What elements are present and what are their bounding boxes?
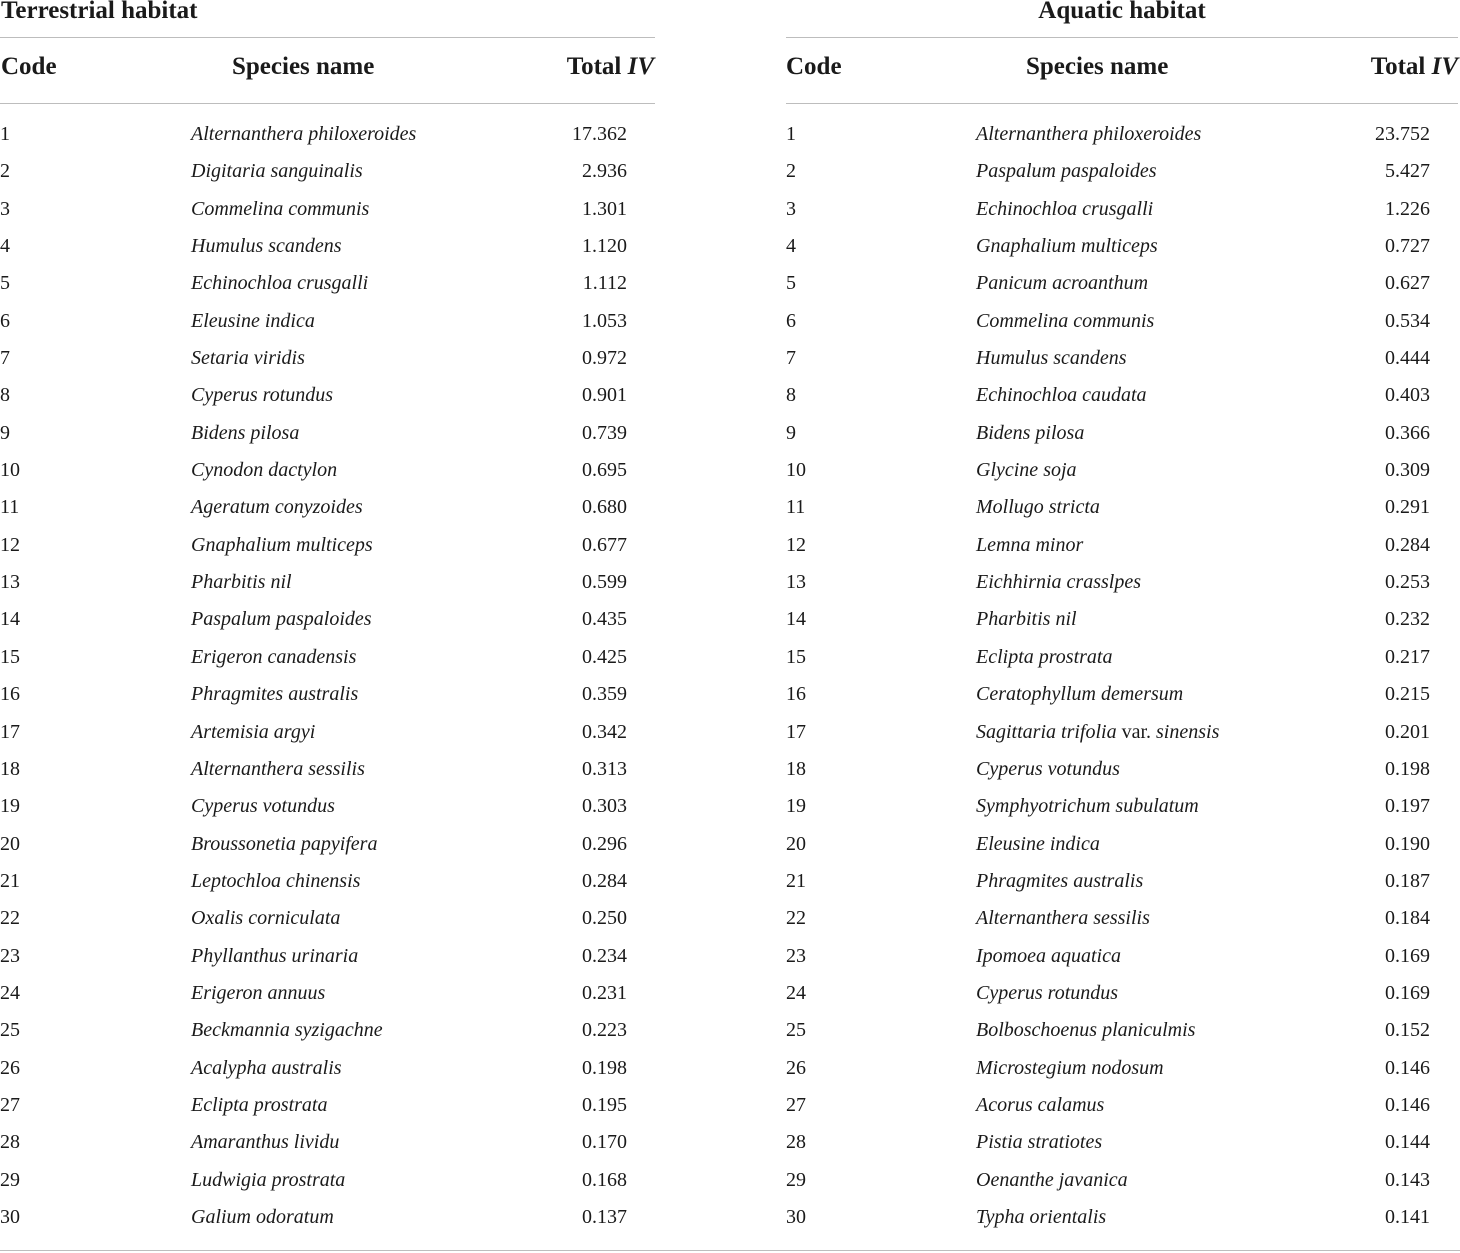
row-species-name: Alternanthera philoxeroides (191, 123, 417, 145)
row-total-iv: 0.253 (1385, 571, 1430, 594)
row-species-name: Symphyotrichum subulatum (976, 795, 1199, 818)
row-code: 26 (0, 1056, 20, 1079)
row-total-iv: 17.362 (572, 123, 627, 145)
row-total-iv: 0.425 (582, 645, 627, 668)
row-total-iv: 2.936 (582, 160, 627, 183)
table-row (0, 378, 655, 415)
row-total-iv: 0.143 (1385, 1168, 1430, 1191)
row-code: 9 (786, 421, 796, 444)
table-row (0, 117, 655, 154)
table-row (0, 1200, 655, 1237)
row-code: 7 (0, 347, 10, 370)
row-code: 8 (786, 384, 796, 407)
row-species-name: Typha orientalis (976, 1205, 1107, 1228)
row-total-iv: 0.403 (1385, 384, 1430, 407)
table-row (0, 677, 655, 714)
table-row (786, 229, 1458, 266)
table-row (786, 378, 1458, 415)
table-row (0, 864, 655, 901)
table-row (0, 827, 655, 864)
row-code: 15 (786, 645, 806, 668)
table-row (786, 304, 1458, 341)
row-total-iv: 0.198 (582, 1056, 627, 1079)
row-total-iv: 0.152 (1385, 1019, 1430, 1042)
row-species-name: Gnaphalium multiceps (191, 533, 373, 556)
row-species-name: Commelina communis (191, 197, 370, 220)
row-total-iv: 1.112 (582, 272, 627, 295)
column-header-total-iv (567, 53, 654, 81)
row-code: 5 (0, 272, 10, 295)
row-species-name: Gnaphalium multiceps (976, 235, 1158, 258)
row-code: 23 (0, 944, 20, 967)
total-iv-prefix: Total (1370, 53, 1432, 80)
total-iv-italic: IV (627, 53, 654, 80)
row-code: 19 (786, 795, 806, 818)
row-code: 19 (0, 795, 20, 818)
table-row (786, 640, 1458, 677)
row-total-iv: 0.727 (1385, 235, 1430, 258)
row-total-iv: 0.680 (582, 496, 627, 519)
row-species-name: Eclipta prostrata (976, 645, 1113, 668)
row-code: 13 (0, 571, 20, 594)
row-species-name: Setaria viridis (191, 347, 305, 370)
row-species-name: Humulus scandens (976, 347, 1127, 370)
row-species-name: Amaranthus lividu (191, 1131, 340, 1154)
row-total-iv: 0.187 (1385, 869, 1430, 892)
terrestrial-title: Terrestrial habitat (1, 0, 198, 24)
row-code: 26 (786, 1056, 806, 1079)
header-top-rule (786, 37, 1458, 38)
row-species-name: Alternanthera philoxeroides (976, 123, 1202, 145)
table-row (0, 1163, 655, 1200)
table-row (786, 154, 1458, 191)
table-row (0, 939, 655, 976)
row-total-iv: 0.901 (582, 384, 627, 407)
row-species-name: Humulus scandens (191, 235, 342, 258)
row-code: 21 (786, 869, 806, 892)
table-row (0, 565, 655, 602)
row-total-iv: 0.366 (1385, 421, 1430, 444)
row-species-name: Eichhirnia crasslpes (976, 571, 1141, 594)
row-code: 7 (786, 347, 796, 370)
row-code: 11 (0, 496, 20, 519)
table-row (786, 976, 1458, 1013)
table-row (786, 827, 1458, 864)
column-header-species-name: Species name (1026, 53, 1169, 80)
row-total-iv: 0.141 (1385, 1205, 1430, 1228)
row-total-iv: 23.752 (1375, 123, 1430, 145)
header-top-rule (0, 37, 655, 38)
row-total-iv: 0.144 (1385, 1131, 1430, 1154)
table-row (0, 229, 655, 266)
table-row (786, 1163, 1458, 1200)
row-species-name: Oenanthe javanica (976, 1168, 1128, 1191)
row-code: 2 (0, 160, 10, 183)
row-code: 30 (0, 1205, 20, 1228)
row-code: 2 (786, 160, 796, 183)
row-code: 22 (786, 907, 806, 930)
row-code: 13 (786, 571, 806, 594)
row-total-iv: 0.169 (1385, 981, 1430, 1004)
table-row (786, 528, 1458, 565)
row-total-iv: 0.284 (582, 869, 627, 892)
row-total-iv: 0.435 (582, 608, 627, 631)
row-total-iv: 0.195 (582, 1093, 627, 1116)
row-species-name: Phragmites australis (976, 869, 1144, 892)
row-species-name: Acorus calamus (976, 1093, 1105, 1116)
row-total-iv: 0.198 (1385, 757, 1430, 780)
row-species-name: Bidens pilosa (191, 421, 300, 444)
table-row (0, 453, 655, 490)
row-species-name: Bidens pilosa (976, 421, 1085, 444)
row-species-name: Cyperus rotundus (191, 384, 334, 407)
row-species-name: Ceratophyllum demersum (976, 683, 1184, 706)
row-species-name: Echinochloa caudata (976, 384, 1147, 407)
column-header-code: Code (786, 53, 842, 80)
row-total-iv: 1.120 (582, 235, 627, 258)
table-row (0, 266, 655, 303)
table-row (0, 752, 655, 789)
table-row (786, 416, 1458, 453)
row-code: 17 (786, 720, 806, 743)
row-code: 29 (786, 1168, 806, 1191)
row-total-iv: 0.250 (582, 907, 627, 930)
row-species-name: Artemisia argyi (191, 720, 316, 743)
table-row (0, 1051, 655, 1088)
row-species-name: Digitaria sanguinalis (191, 160, 363, 183)
row-code: 10 (786, 459, 806, 482)
row-species-name: Phyllanthus urinaria (191, 944, 359, 967)
row-species-name: Lemna minor (976, 533, 1084, 556)
row-code: 21 (0, 869, 20, 892)
total-iv-italic: IV (1431, 53, 1458, 80)
table-row (786, 752, 1458, 789)
row-total-iv: 0.232 (1385, 608, 1430, 631)
row-total-iv: 0.534 (1385, 309, 1430, 332)
row-total-iv: 0.217 (1385, 645, 1430, 668)
row-total-iv: 0.170 (582, 1131, 627, 1154)
row-code: 6 (0, 309, 10, 332)
table-row (0, 416, 655, 453)
row-species-name: Ageratum conyzoides (191, 496, 363, 519)
row-species-name: Commelina communis (976, 309, 1155, 332)
row-code: 6 (786, 309, 796, 332)
row-species-name: Galium odoratum (191, 1205, 334, 1228)
row-code: 27 (0, 1093, 20, 1116)
row-code: 17 (0, 720, 20, 743)
table-row (786, 1051, 1458, 1088)
row-species-name: Cyperus rotundus (976, 981, 1119, 1004)
row-total-iv: 0.184 (1385, 907, 1430, 930)
row-code: 16 (786, 683, 806, 706)
table-row (0, 1125, 655, 1162)
row-code: 9 (0, 421, 10, 444)
table-row (0, 1013, 655, 1050)
table-row (0, 154, 655, 191)
column-header-total-iv (1371, 53, 1458, 81)
row-code: 16 (0, 683, 20, 706)
row-code: 3 (786, 197, 796, 220)
table-row (0, 192, 655, 229)
table-row (786, 864, 1458, 901)
header-bottom-rule (786, 103, 1458, 104)
row-total-iv: 0.677 (582, 533, 627, 556)
table-row (0, 640, 655, 677)
row-code: 25 (0, 1019, 20, 1042)
row-species-name: Paspalum paspaloides (976, 160, 1157, 183)
row-species-name (976, 721, 1219, 744)
row-species-name: Oxalis corniculata (191, 907, 341, 930)
row-species-name: Acalypha australis (191, 1056, 342, 1079)
table-row (786, 1125, 1458, 1162)
row-species-name: Pistia stratiotes (976, 1131, 1103, 1154)
row-code: 8 (0, 384, 10, 407)
row-total-iv: 0.309 (1385, 459, 1430, 482)
row-code: 1 (786, 123, 796, 145)
row-species-name: Cynodon dactylon (191, 459, 338, 482)
row-code: 28 (786, 1131, 806, 1154)
terrestrial-rows (0, 117, 655, 1237)
column-header-species-name: Species name (232, 53, 375, 80)
column-header-code: Code (1, 53, 57, 80)
row-total-iv: 5.427 (1385, 160, 1430, 183)
table-row (0, 901, 655, 938)
row-total-iv: 0.695 (582, 459, 627, 482)
row-code: 5 (786, 272, 796, 295)
row-species-name: Pharbitis nil (976, 608, 1077, 631)
row-total-iv: 0.599 (582, 571, 627, 594)
species-binomial: Sagittaria trifolia (976, 720, 1117, 743)
row-total-iv: 0.739 (582, 421, 627, 444)
row-code: 20 (786, 832, 806, 855)
table-row (786, 341, 1458, 378)
row-total-iv: 0.234 (582, 944, 627, 967)
table-row (786, 602, 1458, 639)
table-row (0, 715, 655, 752)
row-code: 29 (0, 1168, 20, 1191)
table-row (0, 490, 655, 527)
row-species-name: Leptochloa chinensis (191, 869, 361, 892)
table-row (786, 1088, 1458, 1125)
row-total-iv: 0.223 (582, 1019, 627, 1042)
row-code: 28 (0, 1131, 20, 1154)
row-total-iv: 0.190 (1385, 832, 1430, 855)
table-row (0, 304, 655, 341)
row-code: 4 (0, 235, 10, 258)
table-row (786, 1013, 1458, 1050)
table-row (786, 677, 1458, 714)
row-species-name: Echinochloa crusgalli (976, 197, 1154, 220)
row-code: 15 (0, 645, 20, 668)
row-species-name: Eleusine indica (976, 832, 1100, 855)
row-species-name: Ipomoea aquatica (976, 944, 1121, 967)
row-total-iv: 0.197 (1385, 795, 1430, 818)
row-species-name: Beckmannia syzigachne (191, 1019, 383, 1042)
row-total-iv: 0.146 (1385, 1056, 1430, 1079)
row-total-iv: 0.201 (1385, 720, 1430, 743)
row-total-iv: 0.296 (582, 832, 627, 855)
row-code: 25 (786, 1019, 806, 1042)
table-row (0, 528, 655, 565)
row-species-name: Erigeron annuus (191, 981, 326, 1004)
table-row (0, 789, 655, 826)
row-total-iv: 0.231 (582, 981, 627, 1004)
table-row (786, 901, 1458, 938)
row-total-iv: 0.146 (1385, 1093, 1430, 1116)
header-bottom-rule (0, 103, 655, 104)
table-row (0, 602, 655, 639)
table-row (786, 266, 1458, 303)
row-species-name: Microstegium nodosum (976, 1056, 1164, 1079)
row-total-iv: 0.303 (582, 795, 627, 818)
row-species-name: Broussonetia papyifera (191, 832, 378, 855)
row-species-name: Alternanthera sessilis (976, 907, 1150, 930)
row-code: 18 (0, 757, 20, 780)
row-code: 27 (786, 1093, 806, 1116)
row-code: 11 (786, 496, 806, 519)
row-species-name: Ludwigia prostrata (191, 1168, 346, 1191)
row-total-iv: 0.342 (582, 720, 627, 743)
table-row (786, 117, 1458, 154)
row-total-iv: 0.168 (582, 1168, 627, 1191)
aquatic-title: Aquatic habitat (1038, 0, 1206, 24)
row-total-iv: 0.313 (582, 757, 627, 780)
table-row (786, 453, 1458, 490)
row-total-iv: 0.291 (1385, 496, 1430, 519)
row-total-iv: 0.972 (582, 347, 627, 370)
table-row (786, 939, 1458, 976)
row-total-iv: 1.226 (1385, 197, 1430, 220)
table-row (0, 976, 655, 1013)
row-code: 14 (0, 608, 20, 631)
table-row (786, 789, 1458, 826)
row-code: 1 (0, 123, 10, 145)
row-code: 12 (786, 533, 806, 556)
row-species-name: Cyperus votundus (976, 757, 1120, 780)
row-code: 4 (786, 235, 796, 258)
table-row (786, 565, 1458, 602)
row-code: 10 (0, 459, 20, 482)
table-row (786, 1200, 1458, 1237)
row-species-name: Bolboschoenus planiculmis (976, 1019, 1196, 1042)
row-species-name: Phragmites australis (191, 683, 359, 706)
row-code: 24 (0, 981, 20, 1004)
table-row (786, 192, 1458, 229)
total-iv-prefix: Total (566, 53, 628, 80)
aquatic-rows (786, 117, 1458, 1237)
row-species-name: Eclipta prostrata (191, 1093, 328, 1116)
row-total-iv: 0.627 (1385, 272, 1430, 295)
table-row (0, 1088, 655, 1125)
table-row (786, 490, 1458, 527)
row-total-iv: 0.284 (1385, 533, 1430, 556)
species-variety: sinensis (1156, 720, 1220, 743)
row-species-name: Glycine soja (976, 459, 1077, 482)
row-total-iv: 0.137 (582, 1205, 627, 1228)
row-code: 3 (0, 197, 10, 220)
row-species-name: Pharbitis nil (191, 571, 292, 594)
row-code: 18 (786, 757, 806, 780)
row-total-iv: 0.169 (1385, 944, 1430, 967)
row-species-name: Alternanthera sessilis (191, 757, 365, 780)
row-species-name: Eleusine indica (191, 309, 315, 332)
row-total-iv: 0.359 (582, 683, 627, 706)
species-rank: var. (1116, 720, 1157, 743)
row-code: 23 (786, 944, 806, 967)
row-species-name: Mollugo stricta (976, 496, 1100, 519)
row-code: 30 (786, 1205, 806, 1228)
row-total-iv: 1.301 (582, 197, 627, 220)
row-code: 20 (0, 832, 20, 855)
row-species-name: Erigeron canadensis (191, 645, 357, 668)
row-code: 22 (0, 907, 20, 930)
table-row (0, 341, 655, 378)
row-species-name: Paspalum paspaloides (191, 608, 372, 631)
row-total-iv: 0.444 (1385, 347, 1430, 370)
row-code: 24 (786, 981, 806, 1004)
row-species-name: Cyperus votundus (191, 795, 335, 818)
table-row (786, 715, 1458, 752)
row-code: 12 (0, 533, 20, 556)
row-species-name: Panicum acroanthum (976, 272, 1149, 295)
row-total-iv: 1.053 (582, 309, 627, 332)
row-species-name: Echinochloa crusgalli (191, 272, 369, 295)
table-bottom-rule (0, 1250, 1460, 1251)
row-code: 14 (786, 608, 806, 631)
row-total-iv: 0.215 (1385, 683, 1430, 706)
